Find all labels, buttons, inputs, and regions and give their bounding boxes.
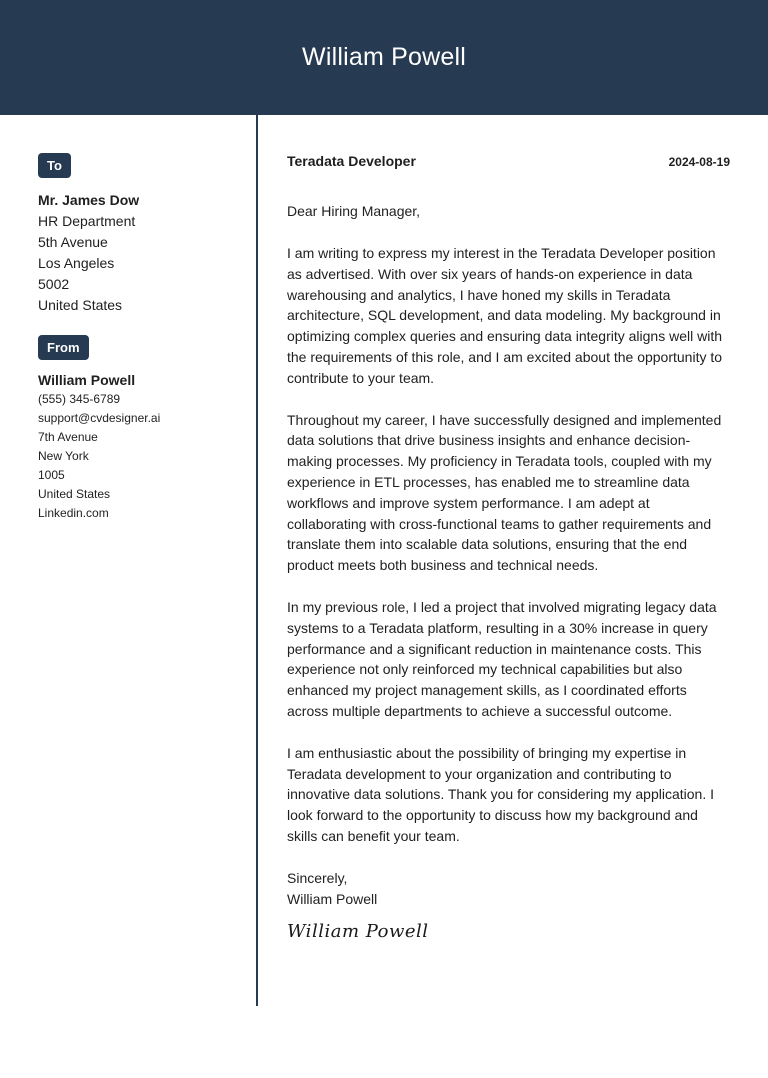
from-section xyxy=(38,335,238,523)
sender-phone: (555) 345-6789 xyxy=(38,392,121,406)
sender-street: 7th Avenue xyxy=(38,430,98,444)
column-divider xyxy=(256,115,258,1006)
to-section xyxy=(38,153,238,316)
recipient-department: HR Department xyxy=(38,213,136,229)
recipient-name: Mr. James Dow xyxy=(38,192,140,208)
applicant-name: William Powell xyxy=(302,43,466,71)
recipient-postal-code: 5002 xyxy=(38,276,70,292)
sender-details xyxy=(38,371,238,523)
sidebar xyxy=(38,153,238,523)
paragraph: I am enthusiastic about the possibility of bringing my expertise in Teradata development to your organization and contributing to innovative data solutions. Thank you for considering my application. I look forward to the opportunity to discuss how my background and skills can benefit your team. xyxy=(287,744,714,844)
closing-name: William Powell xyxy=(287,890,378,907)
sender-name: William Powell xyxy=(38,372,136,388)
paragraph: In my previous role, I led a project that involved migrating legacy data systems to a Teradata platform, resulting in a 30% increase in query performance and a significant reduction in maintenance costs. This experience not only reinforced my technical capabilities but also enhanced my project management skills, as I coordinated efforts across multiple departments to achieve a successful outcome. xyxy=(287,598,717,719)
to-badge: To xyxy=(38,153,71,178)
header-banner xyxy=(0,0,768,115)
recipient-details xyxy=(38,190,238,316)
sender-linkedin: Linkedin.com xyxy=(38,506,109,520)
paragraph: I am writing to express my interest in the Teradata Developer position as advertised. With over six years of hands-on experience in data warehousing and analytics, I have honed my skills in Teradata architecture, SQL development, and data modeling. My background in optimizing complex queries and ensuring data integrity aligns well with the requirements of this role, and I am excited about the opportunity to contribute to your team. xyxy=(287,245,723,386)
sender-postal-code: 1005 xyxy=(38,468,65,482)
sender-email: support@cvdesigner.ai xyxy=(38,411,161,425)
greeting: Dear Hiring Manager, xyxy=(287,203,421,219)
closing-block xyxy=(287,868,730,910)
letter-date: 2024-08-19 xyxy=(668,155,730,169)
letter-body xyxy=(287,153,730,942)
recipient-country: United States xyxy=(38,297,123,313)
sender-city: New York xyxy=(38,449,89,463)
signature: William Powell xyxy=(287,921,429,943)
closing-phrase: Sincerely, xyxy=(287,869,348,886)
paragraph: Throughout my career, I have successfully designed and implemented data solutions that drive business insights and enhance decision-making processes. My proficiency in Teradata tools, coupled with my experience in ETL processes, has enabled me to streamline data workflows and improve system performance. I am adept at collaborating with cross-functional teams to gather requirements and translate them into scalable data solutions, ensuring that the end product meets both business and technical needs. xyxy=(287,411,722,574)
letter-title-row xyxy=(287,153,730,169)
recipient-city: Los Angeles xyxy=(38,255,115,271)
job-title: Teradata Developer xyxy=(287,153,416,169)
sender-country: United States xyxy=(38,487,111,501)
from-badge: From xyxy=(38,335,89,360)
recipient-street: 5th Avenue xyxy=(38,234,108,250)
